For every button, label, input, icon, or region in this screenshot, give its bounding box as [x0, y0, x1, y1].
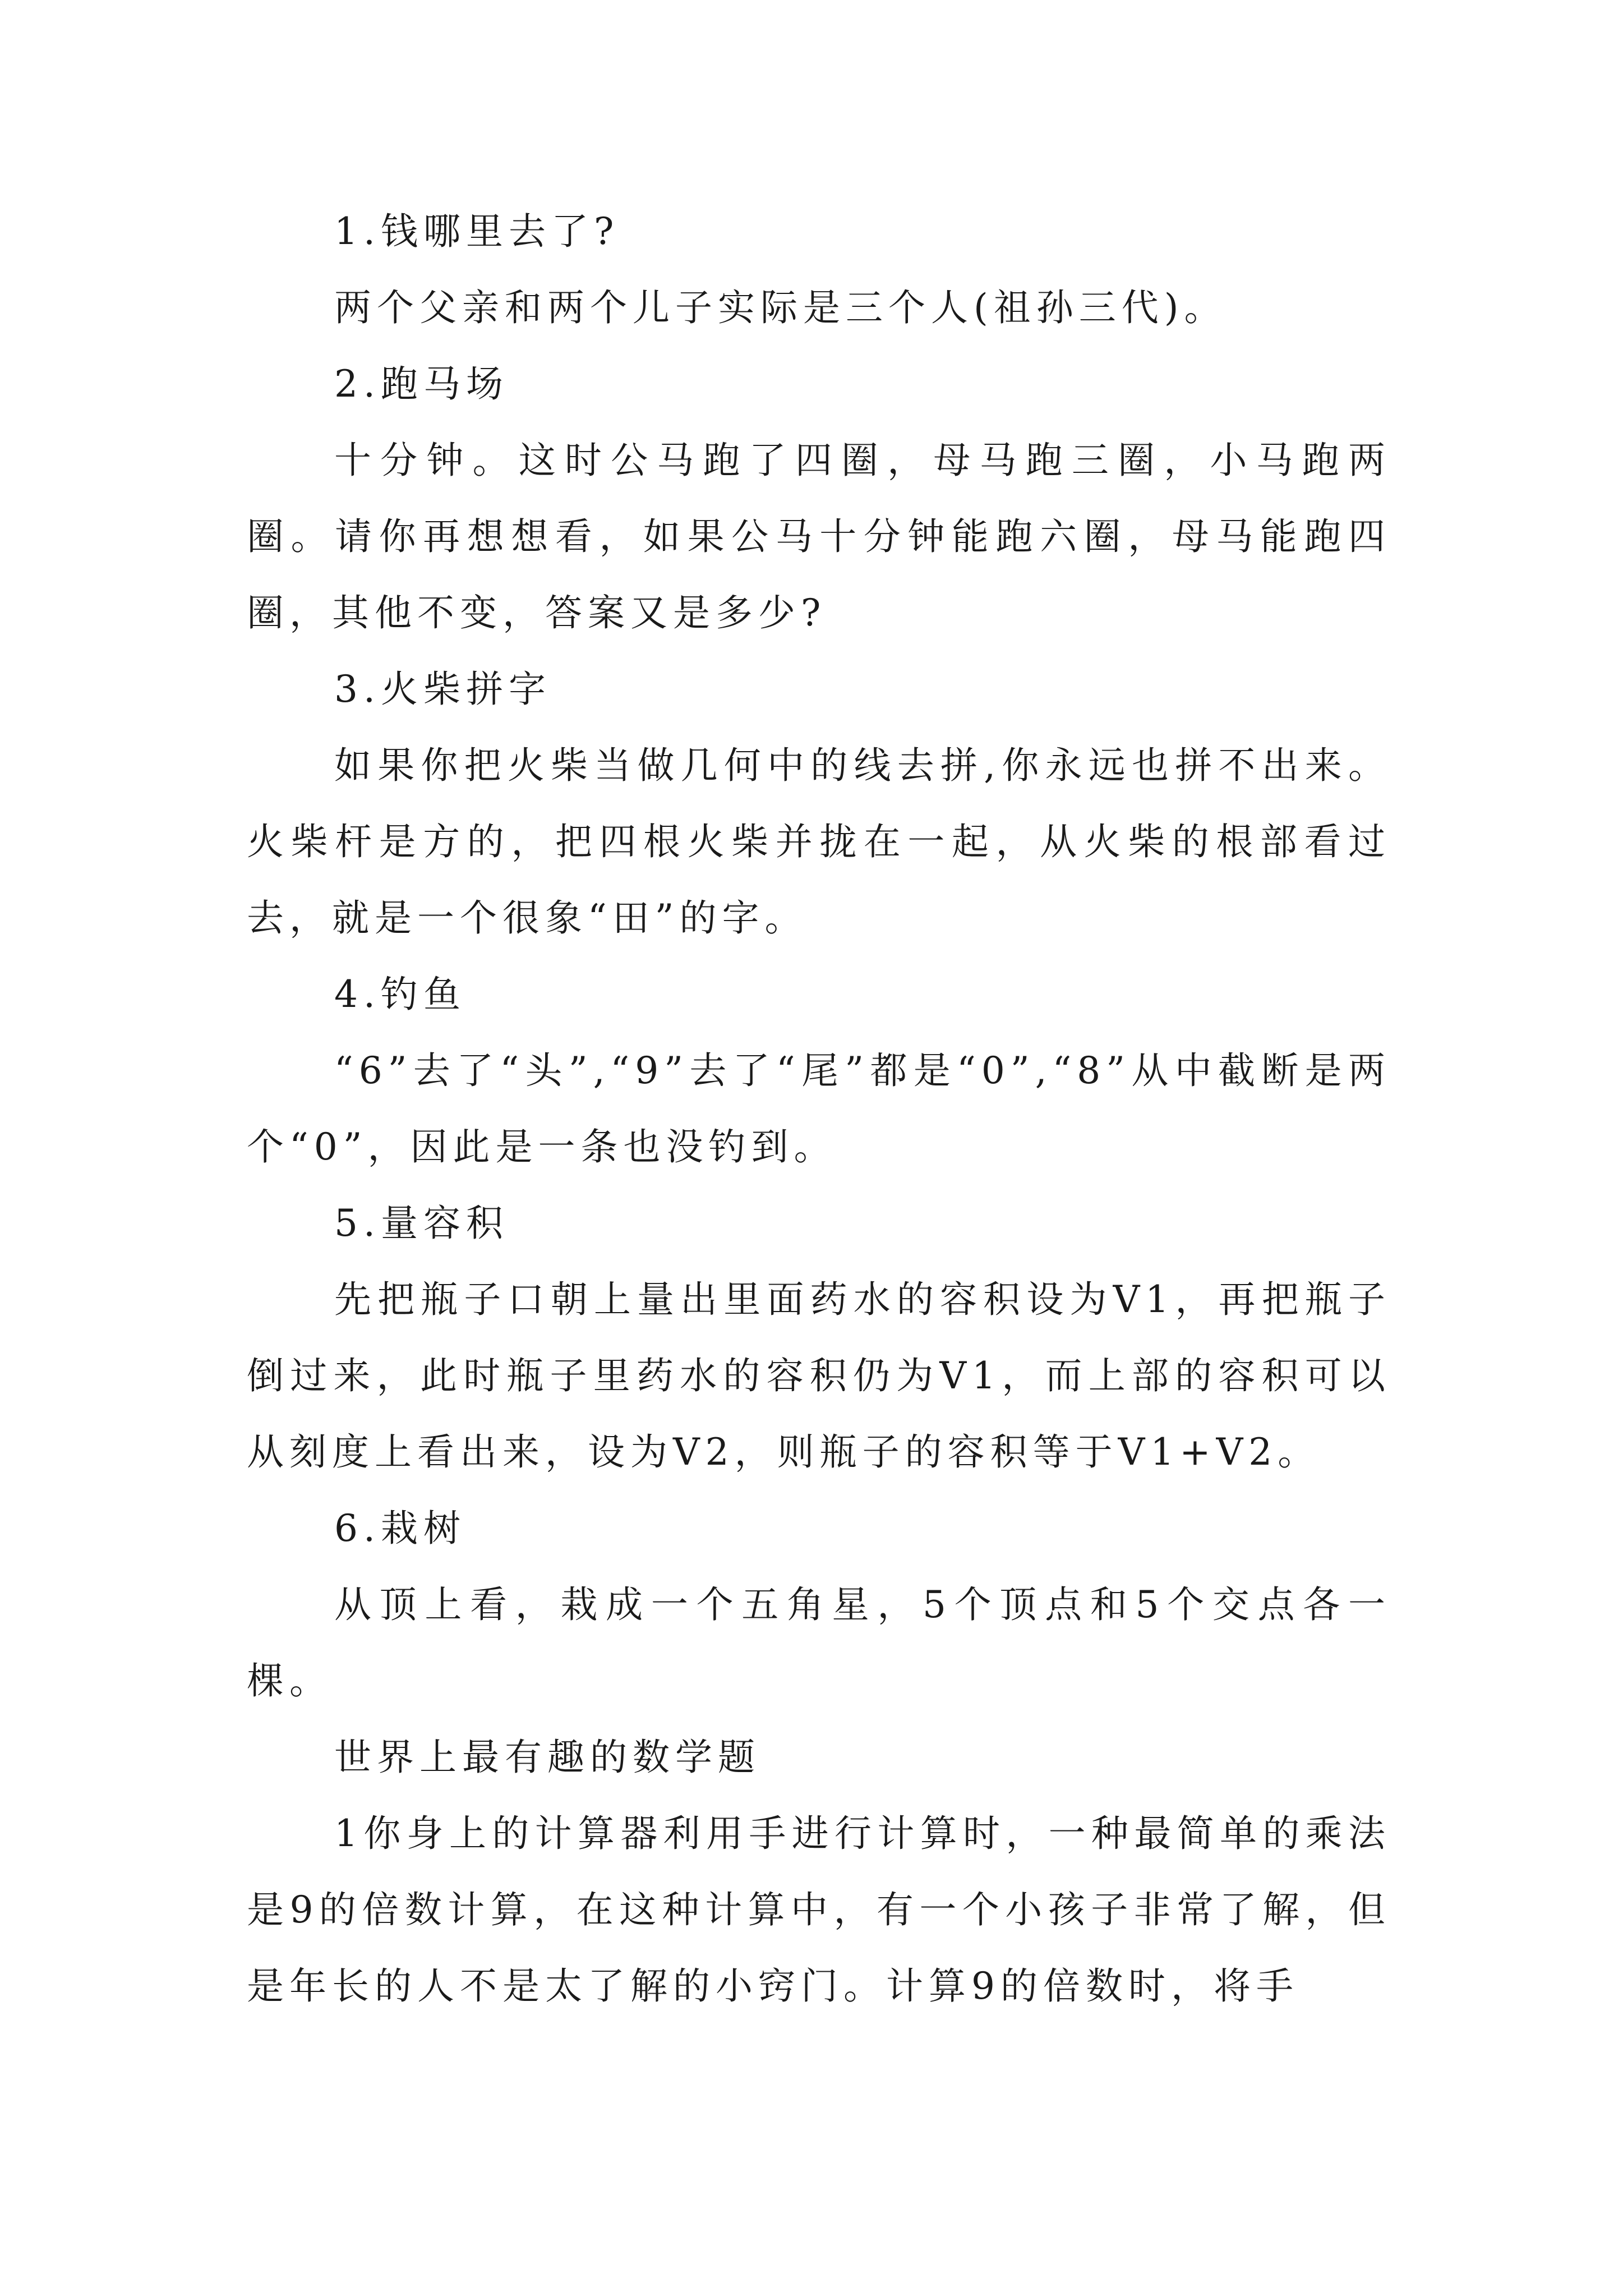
subtitle-heading: 世界上最有趣的数学题	[334, 1736, 760, 1779]
section-heading-4: 4.钓鱼	[334, 973, 466, 1016]
final-paragraph: 1你身上的计算器利用手进行计算时，一种最简单的乘法是9的倍数计算，在这种计算中，有一个小孩子非常了解，但是年长的人不是太了解的小窍门。计算9的倍数时，将手	[247, 1812, 1391, 2008]
section-heading-2: 2.跑马场	[334, 362, 509, 406]
section-heading-1: 1.钱哪里去了?	[334, 210, 620, 253]
document-body	[247, 194, 1391, 2024]
section-heading-6: 6.栽树	[334, 1507, 466, 1550]
section-body-4: “6”去了“头”,“9”去了“尾”都是“0”,“8”从中截断是两个“0”，因此是一条也没钓到。	[247, 1049, 1391, 1168]
section-body-3: 如果你把火柴当做几何中的线去拼,你永远也拼不出来。火柴杆是方的，把四根火柴并拢在一起，从火柴的根部看过去，就是一个很象“田”的字。	[247, 744, 1391, 940]
section-heading-5: 5.量容积	[334, 1202, 509, 1245]
section-body-1: 两个父亲和两个儿子实际是三个人(祖孙三代)。	[334, 286, 1227, 329]
section-body-5: 先把瓶子口朝上量出里面药水的容积设为V1，再把瓶子倒过来，此时瓶子里药水的容积仍为V1，而上部的容积可以从刻度上看出来，设为V2，则瓶子的容积等于V1+V2。	[247, 1278, 1391, 1474]
section-heading-3: 3.火柴拼字	[334, 668, 551, 711]
section-body-6: 从顶上看，栽成一个五角星，5个顶点和5个交点各一棵。	[247, 1583, 1391, 1703]
section-body-2: 十分钟。这时公马跑了四圈，母马跑三圈，小马跑两圈。请你再想想看，如果公马十分钟能跑六圈，母马能跑四圈，其他不变，答案又是多少?	[247, 439, 1391, 634]
